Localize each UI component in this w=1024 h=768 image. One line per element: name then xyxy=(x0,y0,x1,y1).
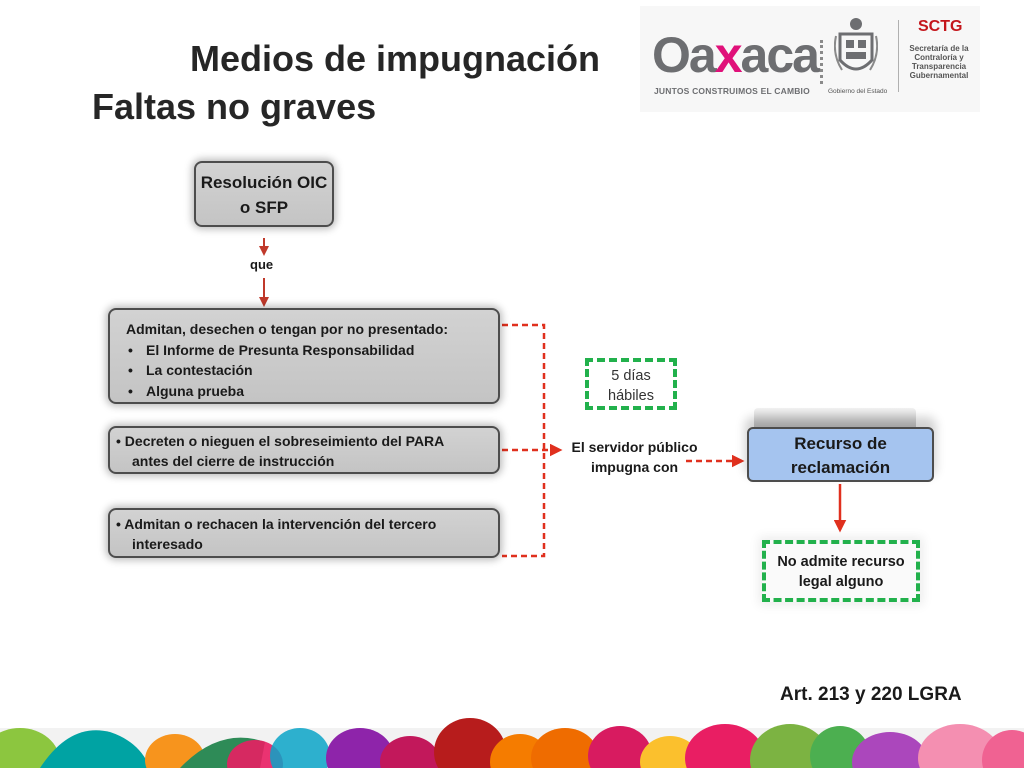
sctg-wordmark: SCTG xyxy=(918,18,963,35)
sobreseimiento-line1: • Decreten o nieguen el sobreseimiento del PARA xyxy=(116,433,445,449)
connector-label-que: que xyxy=(250,257,274,272)
sctg-subtitle: Secretaría de la Contraloría y Transparencia Gubernamental xyxy=(909,44,969,80)
tercero-line1: • Admitan o rechacen la intervención del tercero xyxy=(116,516,437,532)
admision-list xyxy=(126,340,498,402)
logo-tagline: JUNTOS CONSTRUIMOS EL CAMBIO xyxy=(654,86,810,96)
recurso-reclamacion-box: Recurso de reclamación xyxy=(747,427,934,482)
list-item: • La contestación xyxy=(126,360,498,381)
no-admite-box: No admite recurso legal alguno xyxy=(762,540,920,602)
decorative-banner xyxy=(0,712,1024,768)
logo-gobierno-text: Gobierno del Estado xyxy=(828,88,888,95)
tercero-box xyxy=(108,508,500,558)
slide-title: Medios de impugnación xyxy=(190,38,601,79)
sobreseimiento-box xyxy=(108,426,500,474)
oaxaca-wordmark: Oaxaca xyxy=(652,27,818,83)
impugna-label: El servidor público impugna con xyxy=(571,439,698,475)
bracket-line xyxy=(502,325,544,556)
slide-subtitle: Faltas no graves xyxy=(92,86,377,127)
resolucion-box: Resolución OIC o SFP xyxy=(194,161,334,227)
list-item: • El Informe de Presunta Responsabilidad xyxy=(126,340,498,361)
admision-box xyxy=(108,308,500,404)
tercero-line2: interesado xyxy=(132,536,203,552)
plazo-box: 5 días hábiles xyxy=(585,358,677,410)
recurso-shadow xyxy=(754,408,916,428)
sobreseimiento-line2: antes del cierre de instrucción xyxy=(132,453,335,469)
article-reference: Art. 213 y 220 LGRA xyxy=(780,684,962,705)
admision-intro: Admitan, desechen o tengan por no presentado: xyxy=(126,321,449,337)
list-item: • Alguna prueba xyxy=(126,381,498,402)
